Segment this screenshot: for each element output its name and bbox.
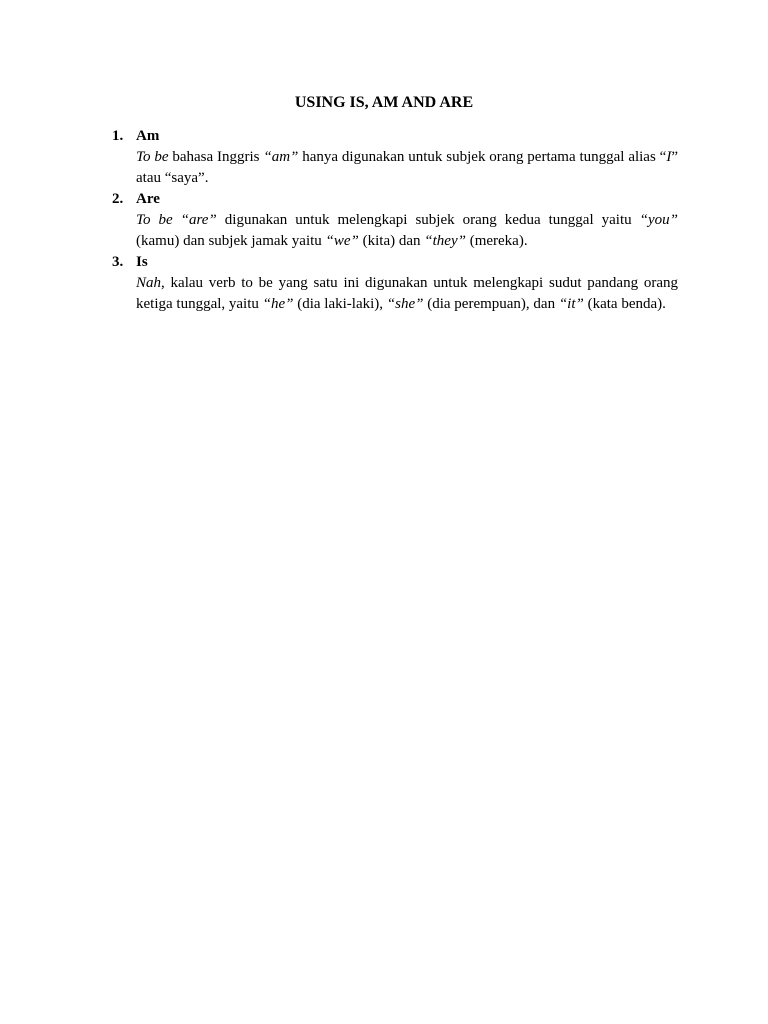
list-item-paragraph: [136, 273, 678, 315]
list-item-number: 3.: [112, 254, 124, 270]
list-item-number: 1.: [112, 128, 124, 144]
list-item-heading: Are: [136, 191, 160, 207]
text-italic: “am”: [263, 149, 299, 165]
list-item: [112, 126, 678, 189]
text-regular: (kita) dan: [358, 233, 425, 249]
list-item-heading: Am: [136, 128, 160, 144]
list-item-heading: Is: [136, 254, 148, 270]
text-italic: “she”: [386, 296, 424, 312]
text-italic: “you”: [639, 212, 678, 228]
text-italic: Nah: [136, 275, 162, 291]
text-regular: (mereka).: [465, 233, 528, 249]
text-italic: “they”: [424, 233, 466, 249]
text-italic: “he”: [262, 296, 294, 312]
text-regular: (kata benda).: [583, 296, 666, 312]
text-regular: digunakan untuk melengkapi subjek orang kedua tunggal yaitu: [216, 212, 640, 228]
document-title: USING IS, AM AND ARE: [294, 94, 474, 111]
list-item-paragraph: [136, 147, 678, 189]
list-item-paragraph: [136, 210, 678, 252]
text-regular: , kalau verb to be yang satu ini digunakan untuk melengkapi sudut pandang orang ketiga tunggal, yaitu: [136, 275, 678, 312]
text-italic: To be “are”: [136, 212, 217, 228]
text-regular: bahasa Inggris: [168, 149, 264, 165]
list-item: [112, 189, 678, 252]
list-item: [112, 252, 678, 315]
text-italic: To be: [136, 149, 169, 165]
text-regular: hanya digunakan untuk subjek orang pertama tunggal alias “: [298, 149, 667, 165]
list-item-number: 2.: [112, 191, 124, 207]
text-regular: ” atau “saya”.: [136, 149, 678, 186]
text-regular: (kamu) dan subjek jamak yaitu: [136, 233, 326, 249]
text-italic: I: [666, 149, 672, 165]
numbered-list: [112, 126, 678, 315]
text-regular: (dia perempuan), dan: [423, 296, 559, 312]
text-italic: “it”: [558, 296, 584, 312]
text-regular: (dia laki-laki),: [293, 296, 387, 312]
text-italic: “we”: [325, 233, 359, 249]
